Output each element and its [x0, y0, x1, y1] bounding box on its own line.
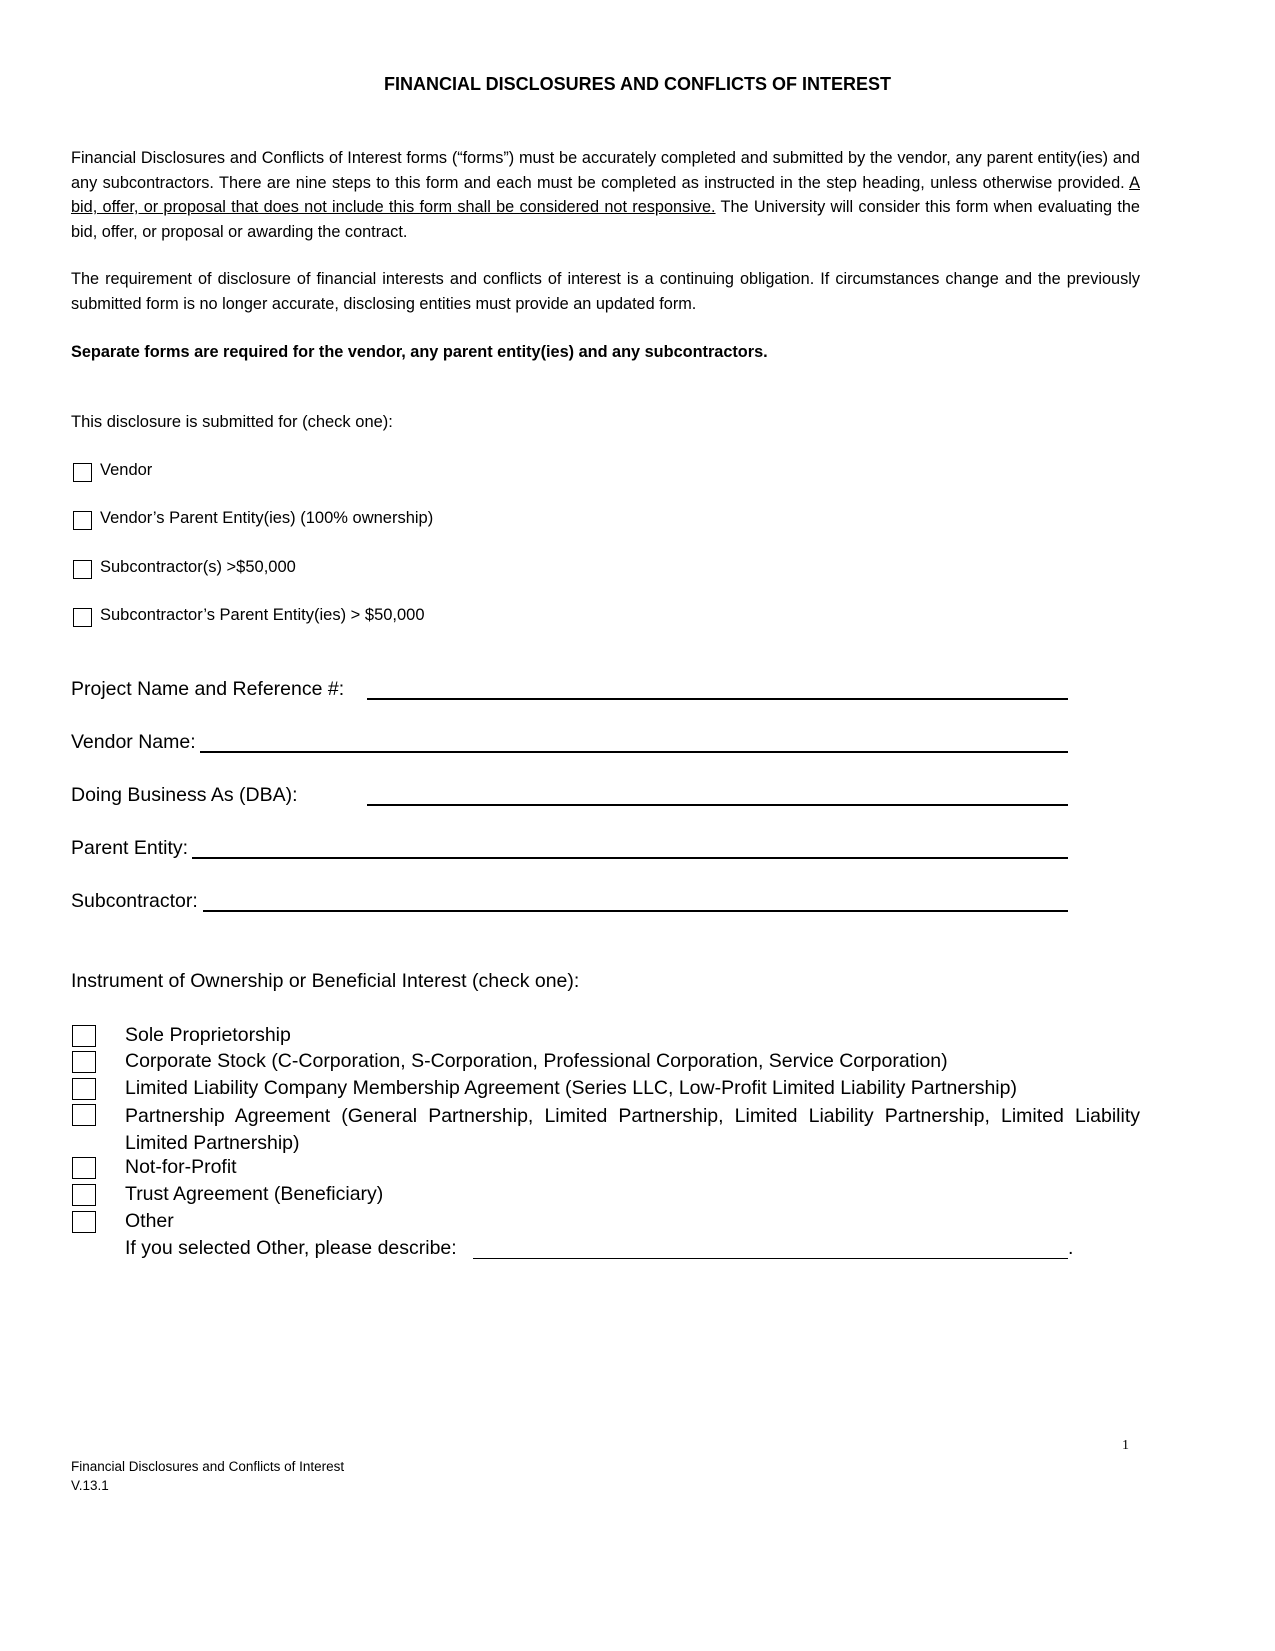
submitted-for-prompt: This disclosure is submitted for (check one): [71, 413, 393, 431]
footer-version: V.13.1 [71, 1478, 109, 1493]
dba-input[interactable] [367, 804, 1068, 806]
checkbox-partnership[interactable] [72, 1104, 96, 1126]
checkbox-label: Limited Liability Company Membership Agreement (Series LLC, Low-Profit Limited Liability Partnership) [125, 1077, 1017, 1099]
checkbox-label: Subcontractor’s Parent Entity(ies) > $50,000 [100, 606, 425, 624]
other-describe-period: . [1068, 1237, 1074, 1259]
checkbox-label: Trust Agreement (Beneficiary) [125, 1183, 384, 1205]
checkbox-trust-agreement[interactable] [72, 1184, 96, 1206]
checkbox-label: Sole Proprietorship [125, 1024, 291, 1046]
checkbox-subcontractor[interactable] [73, 560, 92, 579]
checkbox-sole-proprietorship[interactable] [72, 1025, 96, 1047]
footer-title: Financial Disclosures and Conflicts of Interest [71, 1459, 345, 1474]
intro-underlined-text: A bid, offer, or proposal that does not include this form shall be considered not responsive. [71, 173, 1140, 216]
field-label-parent-entity: Parent Entity: [71, 837, 189, 859]
intro-text: Financial Disclosures and Conflicts of Interest forms (“forms”) must be accurately completed and submitted by the vendor, any parent entity(ies) and any subcontractors. There are nine steps to this form and each must be completed as instructed in the step heading, unless otherwise provided. [71, 149, 1140, 192]
intro-paragraph-1 [71, 146, 1140, 244]
checkbox-label: Other [125, 1210, 174, 1232]
checkbox-corporate-stock[interactable] [72, 1051, 96, 1073]
checkbox-label: Vendor’s Parent Entity(ies) (100% ownership) [100, 509, 434, 527]
field-label-project: Project Name and Reference #: [71, 678, 345, 700]
intro-text-end: The University will consider this form when evaluating the bid, offer, or proposal or awarding the contract. [71, 198, 1140, 241]
checkbox-label: Vendor [100, 461, 153, 479]
project-name-input[interactable] [367, 698, 1068, 700]
intro-paragraph-2: The requirement of disclosure of financial interests and conflicts of interest is a continuing obligation. If circumstances change and the previously submitted form is no longer accurate, disclosing entities must provide an updated form. [71, 270, 1140, 313]
subcontractor-input[interactable] [203, 910, 1068, 912]
checkbox-label: Subcontractor(s) >$50,000 [100, 558, 296, 576]
field-label-subcontractor: Subcontractor: [71, 890, 198, 912]
checkbox-other[interactable] [72, 1211, 96, 1233]
field-label-dba: Doing Business As (DBA): [71, 784, 298, 806]
intro-bold-note: Separate forms are required for the vendor, any parent entity(ies) and any subcontractors. [71, 343, 768, 361]
checkbox-not-for-profit[interactable] [72, 1157, 96, 1179]
checkbox-vendor[interactable] [73, 463, 92, 482]
checkbox-label: Corporate Stock (C-Corporation, S-Corporation, Professional Corporation, Service Corporation) [125, 1050, 948, 1072]
checkbox-vendor-parent[interactable] [73, 511, 92, 530]
page-number: 1 [1122, 1438, 1129, 1453]
page-title: FINANCIAL DISCLOSURES AND CONFLICTS OF INTEREST [383, 74, 891, 94]
instrument-prompt: Instrument of Ownership or Beneficial Interest (check one): [71, 970, 580, 992]
vendor-name-input[interactable] [200, 751, 1068, 753]
checkbox-llc[interactable] [72, 1078, 96, 1100]
checkbox-label: Partnership Agreement (General Partnership, Limited Partnership, Limited Liability Partnership, Limited Liability Limited Partnership) [125, 1105, 1140, 1154]
other-describe-input[interactable] [473, 1258, 1068, 1259]
field-label-vendor-name: Vendor Name: [71, 731, 196, 753]
parent-entity-input[interactable] [192, 857, 1068, 859]
checkbox-label: Not-for-Profit [125, 1156, 237, 1178]
other-describe-label: If you selected Other, please describe: [125, 1237, 457, 1259]
checkbox-subcontractor-parent[interactable] [73, 608, 92, 627]
